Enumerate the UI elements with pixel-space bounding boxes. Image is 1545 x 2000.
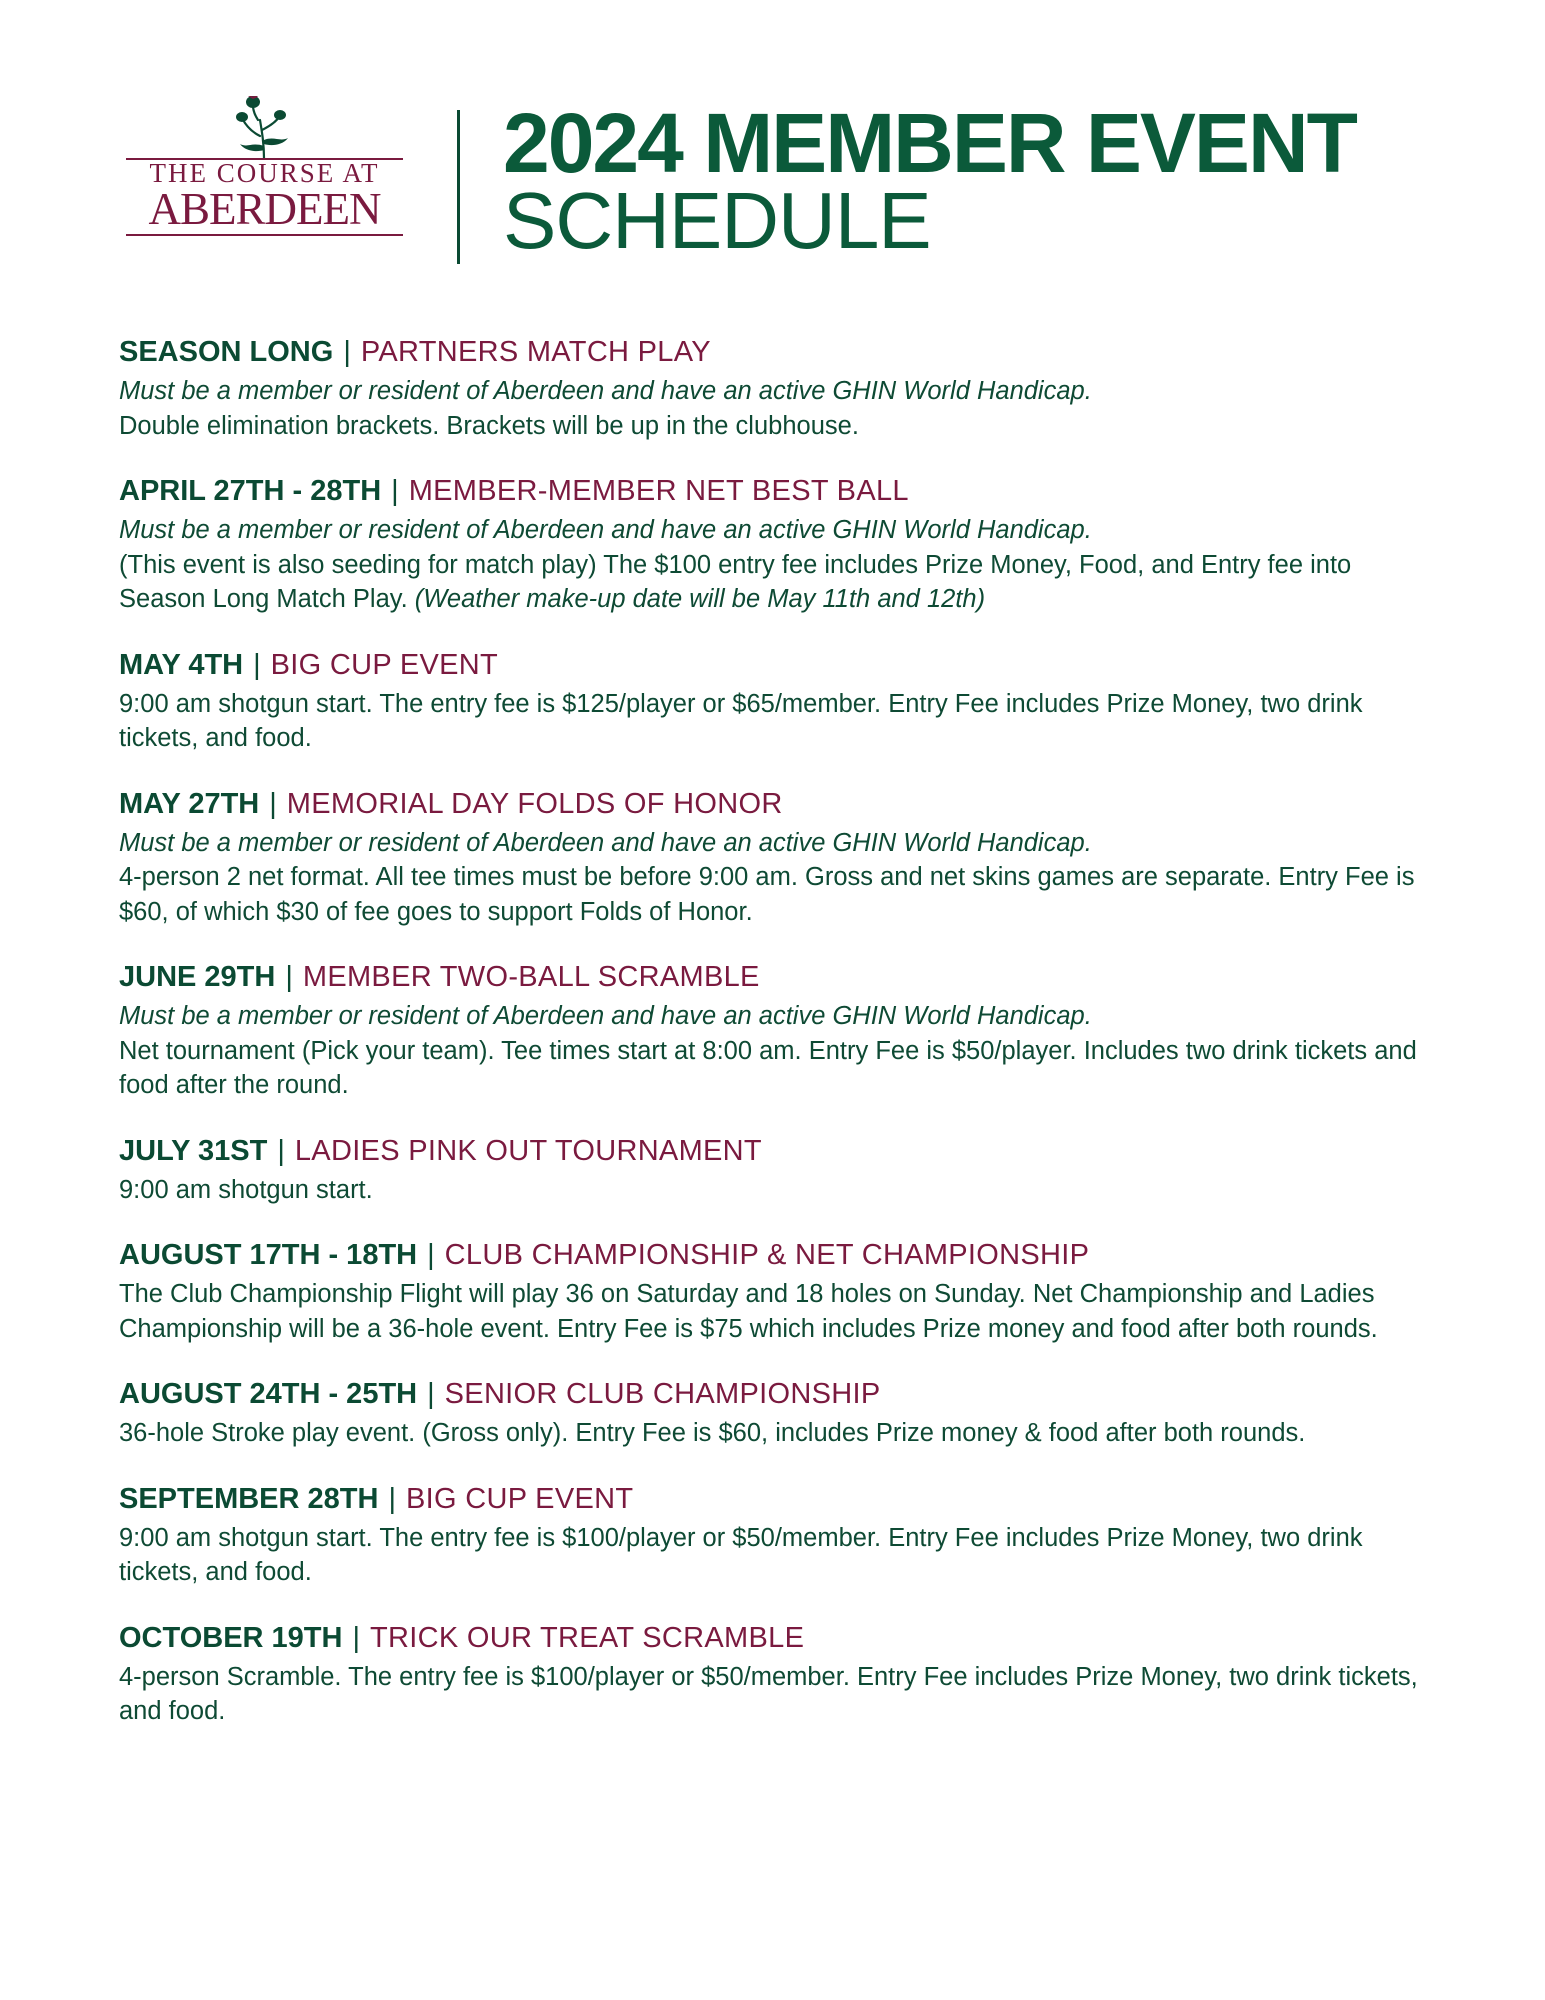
event-separator: | xyxy=(427,1378,435,1410)
logo-bottom-rule xyxy=(126,234,403,236)
event-heading xyxy=(119,957,1419,997)
event-name: MEMBER TWO-BALL SCRAMBLE xyxy=(302,961,760,993)
event-details: Double elimination brackets. Brackets will be up in the clubhouse. xyxy=(119,411,859,440)
event-separator: | xyxy=(391,475,399,507)
event-description xyxy=(119,513,1419,617)
event-details: 4-person Scramble. The entry fee is $100/player or $50/member. Entry Fee includes Prize Money, two drink tickets, and food. xyxy=(119,1662,1418,1725)
event-item xyxy=(119,1374,1419,1451)
event-separator: | xyxy=(388,1482,396,1515)
event-item xyxy=(119,784,1419,930)
event-name: LADIES PINK OUT TOURNAMENT xyxy=(294,1134,762,1167)
event-item xyxy=(119,332,1419,443)
event-requirement: Must be a member or resident of Aberdeen and have an active GHIN World Handicap. xyxy=(119,1002,1092,1030)
event-description xyxy=(119,999,1419,1103)
event-date: AUGUST 17TH - 18TH xyxy=(119,1239,418,1271)
event-details: 9:00 am shotgun start. xyxy=(119,1175,373,1204)
event-description xyxy=(119,1173,1419,1208)
event-date: SEASON LONG xyxy=(119,336,334,368)
event-heading xyxy=(119,645,1419,685)
event-heading xyxy=(119,1618,1419,1658)
event-item xyxy=(119,1131,1419,1208)
event-requirement: Must be a member or resident of Aberdeen and have an active GHIN World Handicap. xyxy=(119,516,1092,544)
event-date: MAY 27TH xyxy=(119,787,260,820)
event-separator: | xyxy=(343,336,351,368)
event-list xyxy=(119,332,1419,1757)
event-details: 9:00 am shotgun start. The entry fee is $125/player or $65/member. Entry Fee includes Prize Money, two drink tickets, and food. xyxy=(119,689,1363,752)
event-date: JUNE 29TH xyxy=(119,961,276,993)
event-separator: | xyxy=(352,1621,360,1654)
event-date: OCTOBER 19TH xyxy=(119,1621,343,1654)
event-name: MEMORIAL DAY FOLDS OF HONOR xyxy=(286,787,783,820)
page-title: 2024 MEMBER EVENT xyxy=(503,96,1356,190)
event-heading xyxy=(119,471,1419,511)
event-details: Net tournament (Pick your team). Tee times start at 8:00 am. Entry Fee is $50/player. Includes two drink tickets and food after the round. xyxy=(119,1036,1417,1099)
event-heading xyxy=(119,1374,1419,1414)
event-description xyxy=(119,1416,1419,1451)
event-requirement: Must be a member or resident of Aberdeen and have an active GHIN World Handicap. xyxy=(119,828,1092,857)
event-name: BIG CUP EVENT xyxy=(270,648,499,681)
event-requirement: Must be a member or resident of Aberdeen and have an active GHIN World Handicap. xyxy=(119,377,1092,405)
event-separator: | xyxy=(253,648,261,681)
event-item xyxy=(119,1618,1419,1729)
event-details: 36-hole Stroke play event. (Gross only). Entry Fee is $60, includes Prize money & food after both rounds. xyxy=(119,1419,1306,1447)
event-item xyxy=(119,1235,1419,1346)
event-heading xyxy=(119,332,1419,372)
event-heading xyxy=(119,1479,1419,1519)
event-name: TRICK OUR TREAT SCRAMBLE xyxy=(370,1621,805,1654)
event-date: SEPTEMBER 28TH xyxy=(119,1482,379,1515)
event-name: BIG CUP EVENT xyxy=(406,1482,634,1515)
event-date: MAY 4TH xyxy=(119,648,244,681)
event-item xyxy=(119,645,1419,756)
event-item xyxy=(119,1479,1419,1590)
event-heading xyxy=(119,1131,1419,1171)
event-description xyxy=(119,1521,1419,1590)
course-logo xyxy=(122,96,407,246)
event-separator: | xyxy=(269,787,277,820)
event-date: AUGUST 24TH - 25TH xyxy=(119,1378,418,1410)
event-details: 9:00 am shotgun start. The entry fee is $100/player or $50/member. Entry Fee includes Prize Money, two drink tickets, and food. xyxy=(119,1523,1363,1586)
event-heading xyxy=(119,1235,1419,1275)
event-description xyxy=(119,826,1419,930)
event-separator: | xyxy=(427,1239,435,1271)
logo-line1: THE COURSE AT xyxy=(149,158,380,188)
event-item xyxy=(119,957,1419,1103)
event-heading xyxy=(119,784,1419,824)
event-description xyxy=(119,374,1419,443)
event-name: CLUB CHAMPIONSHIP & NET CHAMPIONSHIP xyxy=(444,1239,1090,1271)
event-name: PARTNERS MATCH PLAY xyxy=(360,336,711,368)
event-description xyxy=(119,687,1419,756)
event-description xyxy=(119,1277,1419,1346)
thistle-icon xyxy=(122,96,407,158)
event-name: SENIOR CLUB CHAMPIONSHIP xyxy=(444,1378,881,1410)
event-name: MEMBER-MEMBER NET BEST BALL xyxy=(408,475,909,507)
event-date: JULY 31ST xyxy=(119,1134,268,1167)
page-subtitle: SCHEDULE xyxy=(503,176,931,265)
event-description xyxy=(119,1660,1419,1729)
logo-line2: ABERDEEN xyxy=(148,184,381,234)
event-separator: | xyxy=(285,961,293,993)
event-details: (This event is also seeding for match play) The $100 entry fee includes Prize Money, Food, and Entry fee into Season Long Match Play. xyxy=(119,550,1352,613)
header-divider xyxy=(457,110,460,264)
event-details: The Club Championship Flight will play 36 on Saturday and 18 holes on Sunday. Net Championship and Ladies Championship will be a 36-hole event. Entry Fee is $75 which includes Prize money and food after both rounds. xyxy=(119,1280,1378,1343)
event-weather-note: (Weather make-up date will be May 11th and 12th) xyxy=(414,585,986,613)
event-date: APRIL 27TH - 28TH xyxy=(119,475,382,507)
event-separator: | xyxy=(277,1134,285,1167)
event-details: 4-person 2 net format. All tee times must be before 9:00 am. Gross and net skins games are separate. Entry Fee is $60, of which $30 of fee goes to support Folds of Honor. xyxy=(119,863,1415,926)
page-header xyxy=(0,0,1545,300)
event-item xyxy=(119,471,1419,617)
